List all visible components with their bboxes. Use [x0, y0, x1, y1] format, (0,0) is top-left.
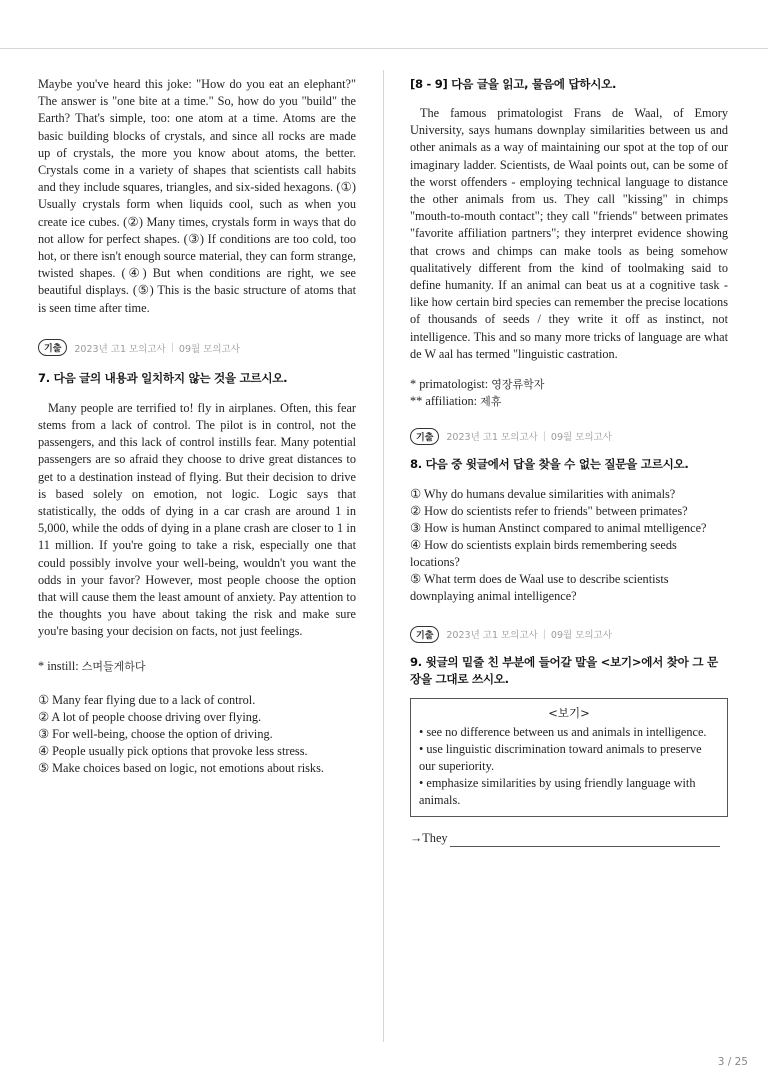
q7-options [38, 692, 356, 777]
q7-separator: | [170, 342, 174, 354]
q7-option-4[interactable]: ④ People usually pick options that provoke less stress. [38, 743, 308, 758]
q8-option-2[interactable]: ② How do scientists refer to friends" between primates? [410, 504, 688, 519]
q9-box-item-3: • emphasize similarities by using friendly language with animals. [419, 776, 696, 808]
footnote-affiliation-meaning: 제휴 [480, 395, 502, 409]
q9-month-label: 09월 모의고사 [550, 630, 612, 642]
q8-exam-label: 2023년 고1 모의고사 [446, 432, 538, 444]
right-column [410, 76, 728, 847]
q9-title: 9. 윗글의 밑줄 친 부분에 들어갈 말을 <보기>에서 찾아 그 문장을 그대로 쓰시오. [410, 655, 718, 687]
q7-footnote [38, 658, 356, 675]
q8-separator: | [542, 430, 546, 442]
footnote-affiliation-term: ** affiliation: [410, 394, 481, 409]
q9-box-item-2: • use linguistic discrimination toward animals to preserve our superiority. [419, 742, 702, 774]
footnote-affiliation [410, 393, 728, 410]
q9-answer-line [410, 830, 728, 847]
q7-source-row [38, 339, 356, 357]
q9-answer-prefix: →They [410, 831, 448, 846]
q7-exam-label: 2023년 고1 모의고사 [74, 343, 166, 355]
q7-footnote-meaning: 스며들게하다 [81, 659, 146, 673]
q9-box-item-1: • see no difference between us and animals in intelligence. [419, 725, 707, 740]
q8-tag-badge: 기출 [410, 428, 439, 445]
q9-source-row [410, 625, 728, 643]
column-divider [383, 70, 384, 1042]
q7-footnote-term: * instill: [38, 658, 82, 673]
page-number: 3 / 25 [717, 1056, 748, 1068]
group-title: [8 - 9] 다음 글을 읽고, 물음에 답하시오. [410, 77, 617, 91]
q8-source-row [410, 427, 728, 445]
q7-month-label: 09월 모의고사 [178, 343, 240, 355]
header-rule [0, 48, 768, 49]
q9-answer-blank[interactable] [450, 834, 720, 847]
footnote-primatologist-meaning: 영장류학자 [491, 378, 545, 392]
q7-option-1[interactable]: ① Many fear flying due to a lack of control. [38, 692, 256, 707]
q7-option-2[interactable]: ② A lot of people choose driving over flying. [38, 709, 262, 724]
q9-exam-label: 2023년 고1 모의고사 [446, 630, 538, 642]
left-column [38, 76, 356, 777]
q9-separator: | [542, 628, 546, 640]
q8-title: 8. 다음 중 윗글에서 답을 찾을 수 없는 질문을 고르시오. [410, 457, 689, 472]
footnote-primatologist-term: * primatologist: [410, 377, 492, 392]
q8-option-3[interactable]: ③ How is human Anstinct compared to animal mtelligence? [410, 521, 707, 536]
footnote-primatologist [410, 376, 728, 393]
q9-tag-badge: 기출 [410, 626, 439, 643]
q7-option-3[interactable]: ③ For well-being, choose the option of driving. [38, 726, 273, 741]
q7-option-5[interactable]: ⑤ Make choices based on logic, not emotions about risks. [38, 760, 324, 775]
q9-box-title: <보기> [548, 706, 590, 721]
q8-options [410, 486, 728, 605]
q7-title: 7. 다음 글의 내용과 일치하지 않는 것을 고르시오. [38, 370, 288, 385]
primatologist-passage: The famous primatologist Frans de Waal, of Emory University, says humans downplay similarities between us and other animals as a way of maintaining our spot at the top of our imaginary ladder. Scientists, de Waal points out, can be some of the worst offenders - employing technical language to distance the other animals from us. They call "kissing" in chimps "mouth-to-mouth contact"; they call "friends" between primates "favorite affiliation partners"; they interpret evidence showing that crows and chimps can make tools as being somehow qualitatively different from the kind of toolmaking said to define humanity. If an animal can beat us at a cognitive task - like how certain bird species can remember the precise locations of thousands of seeds / they write it off as instinct, not intelligence. This and so many more tricks of language are what de W aal has termed "linguistic castration. [410, 106, 728, 361]
q8-option-5[interactable]: ⑤ What term does de Waal use to describe scientists downplaying animal intelligence? [410, 572, 669, 604]
q8-month-label: 09월 모의고사 [550, 432, 612, 444]
q8-option-1[interactable]: ① Why do humans devalue similarities with animals? [410, 487, 676, 502]
q9-choice-box [410, 698, 728, 817]
crystal-passage: Maybe you've heard this joke: "How do you eat an elephant?" The answer is "one bite at a time." So, how do you "build" the Earth? That's simple, too: one atom at a time. Atoms are the basic building blocks of crystals, and since all rocks are made up of crystals, the more you know about atoms, the better. Crystals come in a variety of shapes that scientists call habits and they include squares, triangles, and six-sided hexagons. (①) Usually crystals form when liquids cool, such as when you create ice cubes. (②) Many times, crystals form in ways that do not allow for perfect shapes. (③) If conditions are too cold, too hot, or there isn't enough source material, they can form strange, twisted shapes. (④) But when conditions are right, we see beautiful displays. (⑤) This is the basic structure of atoms that is seen time after time. [38, 77, 356, 315]
q7-passage: Many people are terrified to! fly in airplanes. Often, this fear stems from a lack of control. The pilot is in control, not the passengers, and this lack of control instills fear. Many potential passengers are so afraid they choose to drive great distances to get to a destination instead of flying. But their decision to drive is based solely on emotion, not logic. Logic says that statistically, the odds of dying in a car crash are around 1 in 5,000, while the odds of dying in a plane crash are closer to 1 in 11 million. If you're going to take a risk, especially one that could possibly involve your well-being, wouldn't you want the odds in your favor? However, most people choose the option that will cause them the least amount of anxiety. Pay attention to the thoughts you have about taking the risk and make sure you're basing your decision on facts, not just feelings. [38, 400, 356, 639]
q7-tag-badge: 기출 [38, 339, 67, 356]
q8-option-4[interactable]: ④ How do scientists explain birds remembering seeds locations? [410, 538, 677, 570]
